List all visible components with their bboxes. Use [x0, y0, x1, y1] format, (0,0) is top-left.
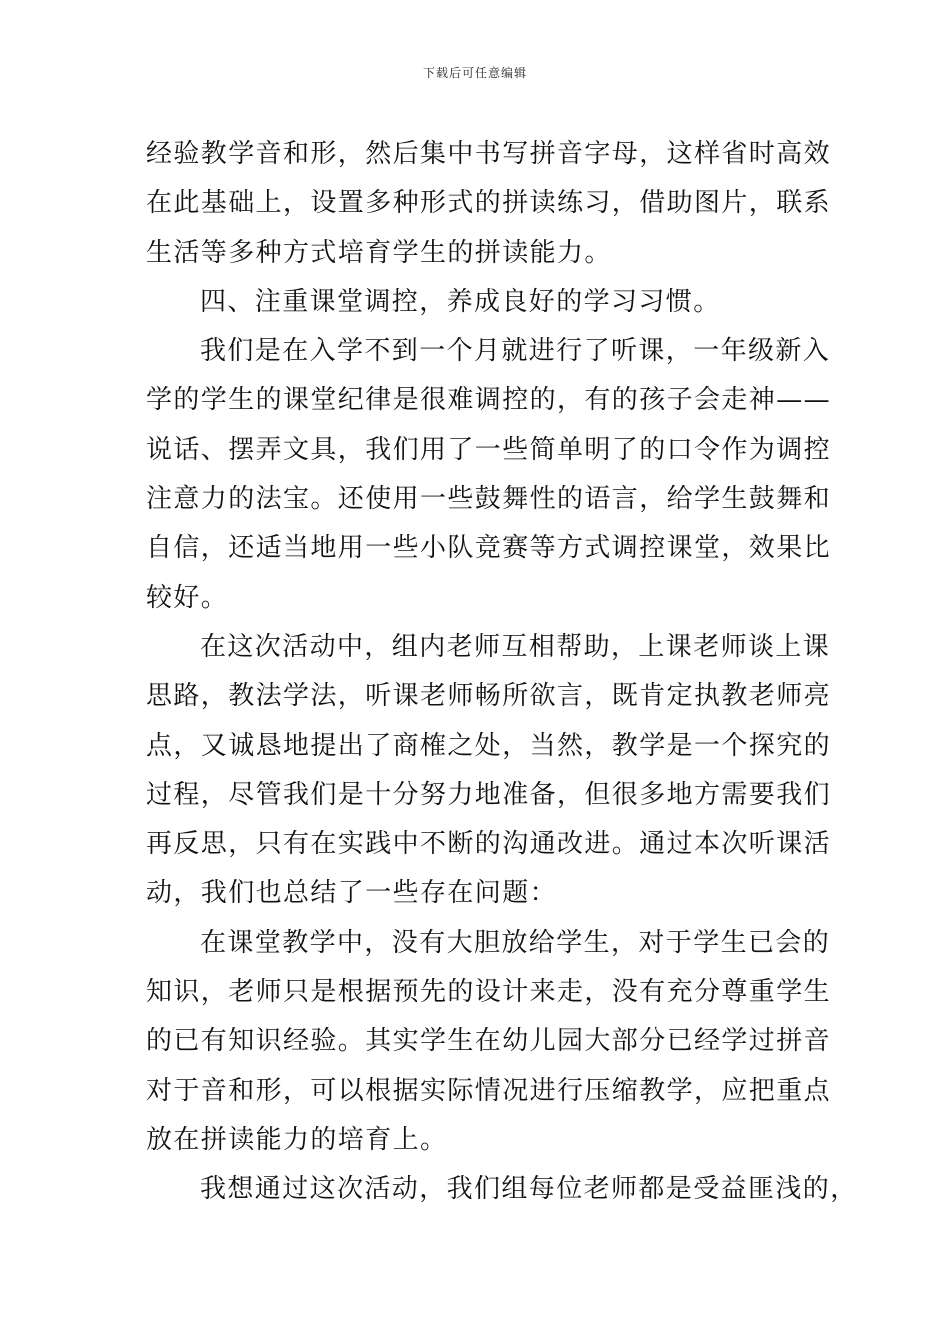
text-line: 再反思，只有在实践中不断的沟通改进。通过本次听课活: [146, 829, 832, 860]
text-line: 我们是在入学不到一个月就进行了听课，一年级新入: [200, 336, 831, 367]
text-line: 思路，教法学法，听课老师畅所欲言，既肯定执教老师亮: [146, 681, 832, 712]
text-line: 在此基础上，设置多种形式的拼读练习，借助图片，联系: [146, 188, 832, 219]
text-line: 的已有知识经验。其实学生在幼儿园大部分已经学过拼音: [146, 1026, 832, 1057]
text-line: 在这次活动中，组内老师互相帮助，上课老师谈上课: [200, 631, 831, 662]
text-line: 我想通过这次活动，我们组每位老师都是受益匪浅的，: [200, 1174, 858, 1205]
text-line: 生活等多种方式培育学生的拼读能力。: [146, 237, 612, 268]
text-line: 自信，还适当地用一些小队竞赛等方式调控课堂，效果比: [146, 533, 832, 564]
text-line: 经验教学音和形，然后集中书写拼音字母，这样省时高效: [146, 139, 832, 169]
page-header-note: 下载后可任意编辑: [422, 66, 527, 80]
section-heading: 四、注重课堂调控，养成良好的学习习惯。: [200, 286, 721, 317]
text-line: 过程，尽管我们是十分努力地准备，但很多地方需要我们: [146, 779, 832, 810]
text-line: 动，我们也总结了一些存在问题：: [146, 878, 558, 909]
text-line: 说话、摆弄文具，我们用了一些简单明了的口令作为调控: [146, 434, 832, 465]
text-line: 较好。: [146, 582, 229, 613]
text-line: 点，又诚恳地提出了商榷之处，当然，教学是一个探究的: [146, 730, 832, 761]
text-line: 放在拼读能力的培育上。: [146, 1124, 448, 1155]
text-line: 对于音和形，可以根据实际情况进行压缩教学，应把重点: [146, 1075, 832, 1106]
text-line: 在课堂教学中，没有大胆放给学生，对于学生已会的: [200, 927, 831, 958]
text-line: 注意力的法宝。还使用一些鼓舞性的语言，给学生鼓舞和: [146, 484, 832, 515]
text-line: 学的学生的课堂纪律是很难调控的，有的孩子会走神——: [146, 385, 832, 416]
text-line: 知识，老师只是根据预先的设计来走，没有充分尊重学生: [146, 977, 832, 1008]
document-body: [146, 130, 858, 1215]
